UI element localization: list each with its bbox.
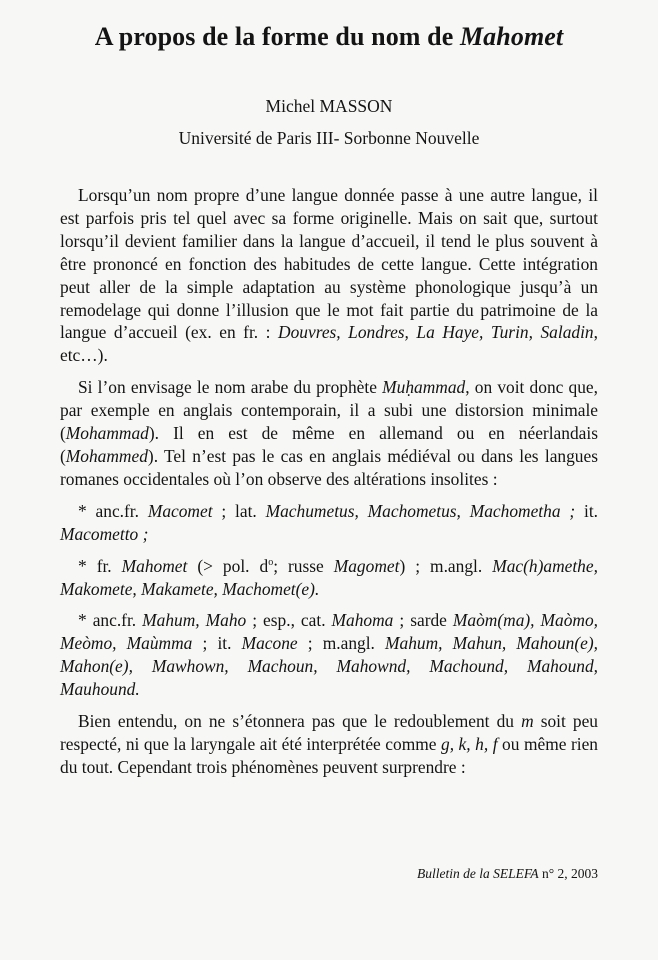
text-run: , etc…).	[60, 322, 598, 366]
italic-run: Muḥammad	[382, 377, 466, 398]
text-run: Si l’on envisage le nom arabe du prophète	[78, 377, 383, 398]
text-run: ). Tel n’est pas le cas en anglais médiéval ou dans les langues romanes occidentales où l’on observe des altérations insolites :	[60, 445, 598, 489]
body-paragraph	[60, 710, 598, 779]
text-run: * fr.	[78, 555, 122, 576]
article-title	[0, 22, 658, 52]
footer-journal-name: Bulletin de la SELEFA	[416, 866, 539, 881]
italic-run: Douvres, Londres, La Haye, Turin, Saladin	[278, 322, 594, 343]
text-run: ). Il en est de même en allemand ou en néerlandais (	[60, 423, 598, 466]
body-paragraph	[60, 609, 598, 701]
italic-run: m	[521, 711, 534, 732]
body-paragraph	[60, 500, 598, 546]
italic-run: Mac(h)amethe, Makomete, Makamete, Machomet(e).	[60, 555, 598, 599]
italic-run: Mahum, Maho	[142, 610, 247, 631]
italic-run: Mohammad	[65, 423, 149, 444]
text-run: ) ; m.angl.	[399, 555, 493, 576]
text-run: ; m.angl.	[297, 633, 386, 654]
italic-run: Macone	[241, 633, 298, 654]
text-run: ; lat.	[212, 500, 266, 521]
footer-issue: n° 2, 2003	[538, 866, 598, 881]
italic-run: Machumetus, Machometus, Machometha ;	[265, 500, 576, 521]
italic-run: g, k, h, f	[441, 733, 498, 754]
italic-run: Macometto ;	[60, 523, 149, 544]
article-body	[60, 184, 598, 779]
italic-run: Maòm(ma), Maòmo, Meòmo, Maùmma	[60, 610, 599, 654]
text-run: * anc.fr.	[78, 610, 143, 631]
text-run: it.	[575, 500, 599, 521]
body-paragraph	[60, 376, 598, 491]
text-run: * anc.fr.	[78, 500, 148, 521]
text-run: Bien entendu, on ne s’étonnera pas que le redoublement du	[78, 711, 522, 732]
italic-run: Mohammed	[65, 445, 148, 466]
italic-run: Mahum, Mahun, Mahoun(e), Mahon(e), Mawhown, Machoun, Mahownd, Machound, Mahound, Mauhound.	[60, 633, 599, 700]
italic-run: Macomet	[147, 500, 213, 521]
title-italic-word: Mahomet	[459, 22, 564, 51]
body-paragraph	[60, 184, 598, 367]
text-run: ; it.	[192, 633, 242, 654]
text-run: ; sarde	[393, 610, 453, 631]
body-paragraph	[60, 555, 598, 601]
text-run: o	[268, 556, 274, 568]
text-run: (> pol. d	[187, 555, 269, 576]
text-run: Lorsqu’un nom propre d’une langue donnée passe à une autre langue, il est parfois pris tel quel avec sa forme originelle. Mais on sait que, surtout lorsqu’il devient familier dans la langue d’accueil, il tend le plus souvent à être prononcé en fonction des habitudes de cette langue. Cette intégration peut aller de la simple adaptation au système phonologique jusqu’à un remodelage qui donne l’illusion que le mot fait partie du patrimoine de la langue d’accueil (ex. en fr. :	[60, 185, 598, 343]
italic-run: Magomet	[333, 555, 400, 576]
italic-run: Mahoma	[331, 610, 394, 631]
italic-run: Mahomet	[121, 555, 188, 576]
author-affiliation: Université de Paris III- Sorbonne Nouvelle	[178, 128, 480, 148]
text-run: ou même rien du tout. Cependant trois phénomènes peuvent surprendre :	[60, 733, 598, 777]
text-run: soit peu respecté, ni que la laryngale ait été interprétée comme	[60, 711, 599, 754]
journal-footer	[417, 866, 598, 882]
text-run: , on voit donc que, par exemple en anglais contemporain, il a subi une distorsion minimale (	[60, 377, 599, 444]
text-run: ; russe	[273, 555, 334, 576]
text-run: ; esp., cat.	[246, 610, 332, 631]
author-name: Michel MASSON	[265, 96, 393, 116]
title-text: A propos de la forme du nom de	[94, 22, 460, 51]
